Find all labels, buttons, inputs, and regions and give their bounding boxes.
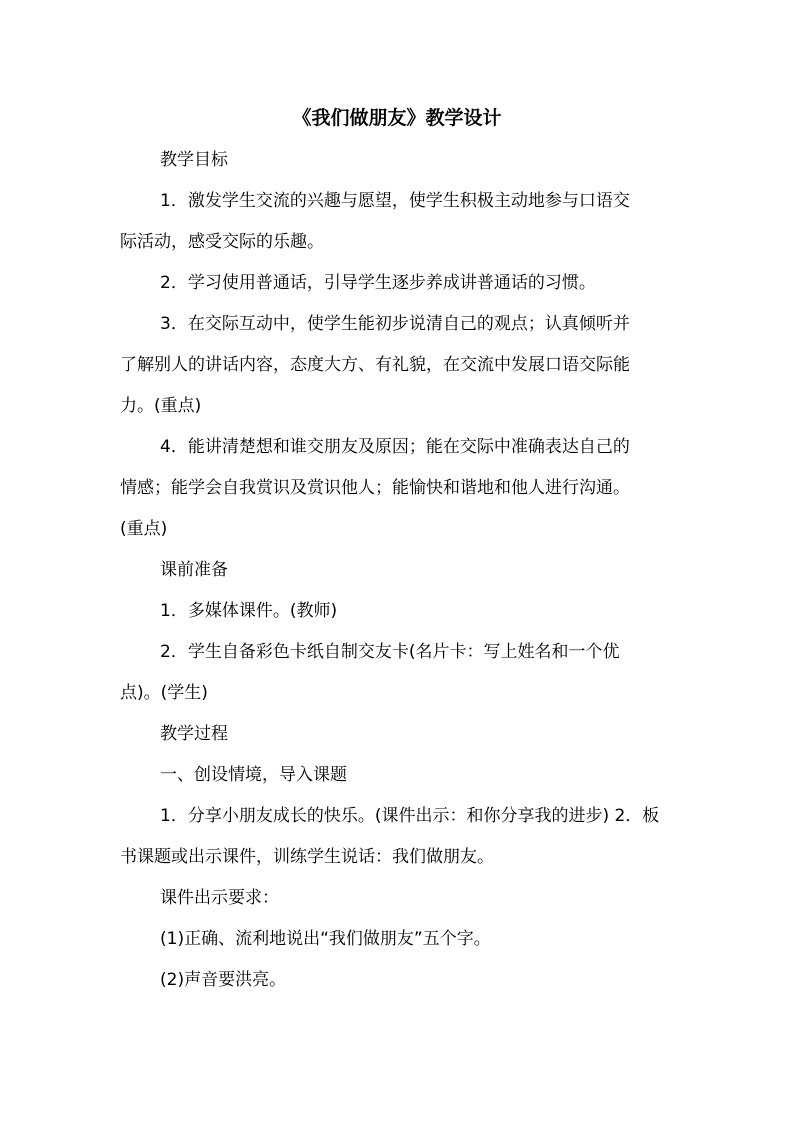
document-title: 《我们做朋友》教学设计: [292, 107, 502, 129]
body-line: 情感；能学会自我赏识及赏识他人；能愉快和谐地和他人进行沟通。: [120, 478, 630, 498]
body-line: 2．学习使用普通话，引导学生逐步养成讲普通话的习惯。: [160, 273, 596, 293]
body-line: (1)正确、流利地说出“我们做朋友”五个字。: [160, 929, 491, 949]
body-line: 1．多媒体课件。(教师): [160, 601, 338, 621]
section-heading-process: 教学过程: [160, 724, 228, 744]
body-line: 了解别人的讲话内容，态度大方、有礼貌，在交流中发展口语交际能: [120, 355, 630, 375]
body-line: (重点): [120, 519, 168, 539]
body-line: 课件出示要求：: [160, 888, 279, 908]
body-line: 1．分享小朋友成长的快乐。(课件出示：和你分享我的进步) 2．板: [160, 806, 660, 826]
body-line: (2)声音要洪亮。: [160, 970, 287, 990]
body-line: 际活动，感受交际的乐趣。: [120, 232, 324, 252]
body-line: 3．在交际互动中，使学生能初步说清自己的观点；认真倾听并: [160, 314, 630, 334]
body-line: 2．学生自备彩色卡纸自制交友卡(名片卡：写上姓名和一个优: [160, 642, 620, 662]
section-heading-objectives: 教学目标: [160, 150, 228, 170]
body-line: 4．能讲清楚想和谁交朋友及原因；能在交际中准确表达自己的: [160, 437, 630, 457]
body-line: 书课题或出示课件，训练学生说话：我们做朋友。: [120, 847, 494, 867]
subsection-heading: 一、创设情境，导入课题: [160, 765, 347, 785]
section-heading-preparation: 课前准备: [160, 560, 228, 580]
body-line: 力。(重点): [120, 396, 202, 416]
body-line: 1．激发学生交流的兴趣与愿望，使学生积极主动地参与口语交: [160, 191, 630, 211]
document-body: [120, 140, 700, 1001]
body-line: 点)。(学生): [120, 683, 208, 703]
